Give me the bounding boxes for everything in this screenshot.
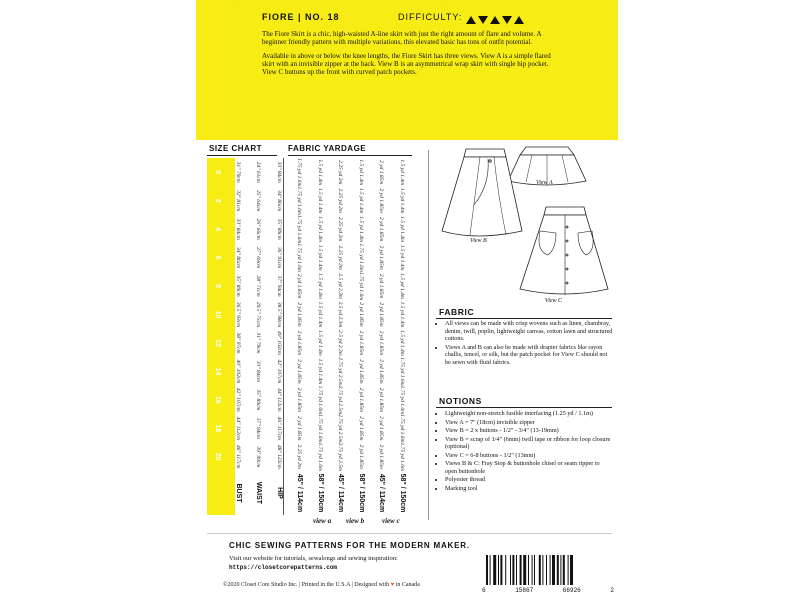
fabric-yardage-rule — [288, 155, 412, 156]
size-label: 20 — [214, 452, 222, 461]
table-cell: 46" 117cm — [275, 416, 282, 441]
notion-item: • View C = 6-8 buttons - 1/2" (13mm) — [445, 452, 613, 460]
pattern-title: FIORE | NO. 18 — [262, 12, 340, 22]
size-label: 10 — [214, 310, 222, 319]
row-header: HIP — [275, 487, 283, 499]
sketch-label-view-b: View B — [470, 238, 487, 244]
table-cell: 2.75 yd 2.5m — [337, 414, 344, 443]
table-cell: 1.5 yd 1.4m — [316, 330, 323, 356]
table-row — [371, 158, 392, 515]
fabric-list — [436, 320, 613, 367]
table-cell: 2 yd 1.85m — [296, 273, 303, 299]
size-label: 14 — [214, 367, 222, 376]
size-label: 0 — [214, 170, 222, 175]
table-cell: 1.75 yd 1.6m — [398, 357, 405, 386]
table-cell: 39" 99cm — [255, 446, 262, 468]
difficulty-triangle-icon — [490, 16, 500, 24]
table-cell: 1.5 yd 1.4m — [398, 330, 405, 356]
intro-paragraph-2: Available in above or below the knee lengths, the Fiore Skirt has three views. View A is a simple flared skirt with an invisible zipper at the back. View B is an asymmetrical wrap skirt with single hip pocket. View C buttons up the front with curved patch pockets. — [262, 51, 551, 77]
table-row — [228, 158, 249, 515]
table-cell: 1.5 yd 1.4m — [398, 216, 405, 242]
table-row — [248, 158, 269, 515]
table-cell: 1.75 yd 1.6m — [357, 243, 364, 272]
size-chart-title: SIZE CHART — [209, 144, 262, 153]
barcode-bar — [552, 555, 555, 585]
skirt-sketches — [436, 145, 612, 305]
copyright-text: ©2020 Closet Core Studio Inc. | Printed in the U.S.A | Designed with — [223, 582, 390, 588]
table-cell: 1.75 yd 1.6m — [296, 186, 303, 215]
difficulty-triangle-icon — [478, 16, 488, 24]
view-c-label: view c — [382, 517, 400, 525]
notion-item: • View A = 7" (18cm) invisible zipper — [445, 419, 613, 427]
barcode-bar — [539, 555, 541, 585]
table-row — [351, 158, 372, 515]
table-cell: 36" 91cm — [275, 247, 282, 269]
difficulty-label: DIFFICULTY: — [398, 12, 463, 22]
notions-list — [436, 410, 613, 493]
table-cell: 1.75 yd 1.6m — [316, 442, 323, 471]
table-cell: 2.75 yd 2.5m — [337, 385, 344, 415]
table-cell: 2 yd 1.85m — [296, 302, 303, 327]
table-cell: 1.5 yd 1.4m — [316, 187, 323, 214]
difficulty-triangle-icon — [514, 16, 524, 24]
table-cell: 2 yd 1.85m — [357, 416, 364, 441]
row-header: 58" / 150cm — [316, 473, 324, 513]
table-cell: 2 yd 1.85m — [378, 359, 385, 384]
table-cell: 2.25 yd 2m — [296, 444, 303, 469]
notions-heading: NOTIONS — [439, 396, 482, 406]
table-cell: 2 yd 1.85m — [378, 188, 385, 213]
barcode-bar — [550, 555, 551, 585]
table-cell: 1.5 yd 1.4m — [316, 358, 323, 385]
size-label: 18 — [214, 424, 222, 433]
barcode-bar — [486, 555, 488, 585]
barcode — [482, 555, 612, 585]
table-cell: 2.5 yd 2.3m — [337, 301, 344, 328]
table-cell: 1.5 yd 1.4m — [316, 244, 323, 271]
table-cell: 40" 102cm — [234, 359, 241, 384]
row-header: BUST — [234, 483, 242, 503]
barcode-bar — [505, 555, 506, 585]
table-cell: 35" 89cm — [275, 218, 282, 240]
footer-headline: CHIC SEWING PATTERNS FOR THE MODERN MAKER. — [229, 541, 470, 550]
table-cell: 25" 64cm — [255, 190, 262, 212]
copyright — [223, 582, 420, 588]
table-cell: 34" 86cm — [234, 247, 241, 269]
table-cell: 1.5 yd 1.4m — [398, 301, 405, 328]
size-label: 6 — [214, 255, 222, 260]
fabric-heading: FABRIC — [439, 307, 475, 317]
barcode-bar — [493, 555, 496, 585]
skirt-view-b-sketch — [442, 149, 522, 236]
size-label: 8 — [214, 284, 222, 288]
table-cell: 2 yd 1.85m — [378, 245, 385, 270]
table-cell: 2 yd 1.85m — [378, 273, 385, 299]
table-cell: 1.75 yd 1.6m — [316, 414, 323, 443]
row-header: 45" / 114cm — [296, 473, 304, 513]
table-cell: 1.5 yd 1.4m — [357, 159, 364, 186]
table-cell: 2 yd 1.85m — [357, 387, 364, 412]
table-cell: 1.75 yd 1.6m — [316, 385, 323, 415]
barcode-bar — [520, 555, 522, 585]
table-cell: 1.5 yd 1.4m — [316, 216, 323, 242]
barcode-digits — [482, 587, 614, 594]
barcode-bar — [534, 555, 535, 585]
table-cell: 26" 66cm — [255, 218, 262, 240]
table-cell: 2 yd 1.85m — [357, 330, 364, 356]
barcode-bar — [568, 555, 569, 585]
table-cell: 46" 117cm — [234, 445, 241, 469]
fabric-item: • All views can be made with crisp wovens such as linen, chambray, denim, twill, poplin, lightweight canvas, cotton lawn and structured cottons. — [445, 320, 613, 343]
barcode-bar — [500, 555, 502, 585]
notion-item: • Polyester thread — [445, 476, 613, 484]
intro — [262, 30, 557, 81]
table-cell: 1.75 yd 1.6m — [398, 385, 405, 415]
table-cell: 2 yd 1.85m — [357, 359, 364, 384]
table-cell: 1.75 yd 1.6m — [296, 214, 303, 244]
table-cell: 33" 84cm — [255, 360, 262, 382]
notions-rule — [436, 407, 612, 408]
size-label: 4 — [214, 227, 222, 232]
barcode-bar — [490, 555, 491, 585]
table-cell: 2 yd 1.85m — [296, 359, 303, 384]
column-divider — [428, 150, 429, 520]
table-cell: 29.5" 75cm — [255, 301, 262, 328]
table-cell: 1.5 yd 1.4m — [398, 244, 405, 271]
row-header: 58" / 150cm — [398, 473, 406, 513]
table-cell: 33" 84cm — [275, 161, 282, 183]
table-cell: 44" 112cm — [275, 388, 282, 412]
table-cell: 1.5 yd 1.4m — [357, 216, 364, 242]
table-row — [289, 158, 310, 515]
skirt-view-c-sketch — [520, 207, 608, 295]
table-cell: 2 yd 1.85m — [378, 302, 385, 327]
barcode-bar — [546, 555, 547, 585]
website-link[interactable]: https://closetcorepatterns.com — [229, 564, 338, 571]
table-cell: 34" 86cm — [275, 190, 282, 212]
table-cell: 1.75 yd 1.6m — [398, 414, 405, 443]
table-row — [310, 158, 331, 515]
row-header: WAIST — [255, 481, 263, 505]
barcode-bar — [512, 555, 514, 585]
table-cell: 31" 79cm — [234, 161, 241, 183]
table-cell: 2.25 yd 2m — [337, 160, 344, 185]
table-cell: 2 yd 1.85m — [378, 387, 385, 412]
size-chart-rule — [207, 155, 277, 156]
table-cell: 2.25 yd 2m — [337, 245, 344, 270]
row-header: 45" / 114cm — [378, 473, 386, 513]
barcode-digit: 6 — [482, 587, 486, 594]
table-cell: 40" 102cm — [275, 331, 282, 355]
table-cell: 38.5" 98cm — [275, 301, 282, 328]
notion-item: • Views B & C: Fray Stop & buttonhole chisel or seam ripper to open buttonhole — [445, 460, 613, 475]
barcode-bar — [516, 555, 517, 585]
barcode-digit: 2 — [610, 587, 614, 594]
copyright-suffix: in Canada — [395, 582, 420, 588]
table-cell: 1.5 yd 1.4m — [398, 159, 405, 186]
barcode-bar — [523, 555, 526, 585]
table-cell: 28" 71cm — [255, 275, 262, 297]
table-cell: 2 yd 1.85m — [296, 387, 303, 412]
table-cell: 48" 122cm — [275, 444, 282, 469]
barcode-bar — [528, 555, 529, 585]
table-cell: 2 yd 1.85m — [378, 216, 385, 242]
table-cell: 2.5 yd 2.3m — [337, 273, 344, 299]
table-cell: 24" 61cm — [255, 161, 262, 183]
table-cell: 1.5 yd 1.4m — [398, 273, 405, 299]
chart-divider — [283, 158, 284, 515]
table-cell: 44" 112cm — [234, 416, 241, 441]
table-cell: 2 yd 1.85m — [296, 330, 303, 356]
table-cell: 27" 69cm — [255, 247, 262, 269]
table-cell: 1.5 yd 1.4m — [316, 301, 323, 328]
table-cell: 2 yd 1.85m — [378, 416, 385, 441]
table-cell: 31" 79cm — [255, 332, 262, 354]
table-cell: 2 yd 1.85m — [296, 416, 303, 441]
table-cell: 1.75 yd 1.6m — [296, 243, 303, 272]
chart-table — [207, 158, 412, 515]
size-yardage-table — [207, 158, 412, 515]
table-cell: 2.25 yd 2m — [337, 188, 344, 213]
barcode-bar — [570, 555, 573, 585]
notion-item: • Marking tool — [445, 485, 613, 493]
table-cell: 1.75 yd 1.6m — [296, 158, 303, 187]
barcode-bar — [560, 555, 561, 585]
size-label: 12 — [214, 339, 222, 347]
fabric-yardage-title: FABRIC YARDAGE — [288, 144, 367, 153]
barcode-bar — [498, 555, 499, 585]
size-label: 2 — [214, 198, 222, 203]
barcode-bar — [532, 555, 533, 585]
table-cell: 1.5 yd 1.4m — [316, 159, 323, 186]
table-cell: 35" 89cm — [255, 389, 262, 411]
table-cell: 42" 107cm — [234, 387, 241, 412]
footer-text: Visit our website for tutorials, sewalongs and sewing inspiration: — [229, 555, 398, 562]
barcode-digit: 66926 — [562, 587, 581, 594]
table-cell: 1.5 yd 1.4m — [357, 187, 364, 214]
fabric-rule — [436, 318, 612, 319]
table-cell: 35" 89cm — [234, 275, 241, 297]
table-cell: 2 yd 1.85m — [378, 330, 385, 356]
barcode-bar — [542, 555, 543, 585]
table-cell: 2 yd 1.85m — [378, 160, 385, 185]
view-a-label: view a — [313, 517, 332, 525]
intro-paragraph-1: The Fiore Skirt is a chic, high-waisted A-line skirt with just the right amount of flare and volume. A beginner friendly pattern with multiple variations, this elevated basic has tons of outfit potential. — [262, 30, 542, 47]
table-cell: 33" 84cm — [234, 218, 241, 240]
table-row — [269, 158, 290, 515]
table-cell: 2.75 yd 2.5m — [337, 357, 344, 386]
table-cell: 2.75 yd 2.5m — [337, 442, 344, 471]
table-cell: 37" 94cm — [255, 417, 262, 439]
table-row — [330, 158, 351, 515]
table-cell: 38" 97cm — [234, 332, 241, 354]
fabric-item: • Views A and B can also be made with drapier fabrics like rayon challis, tencel, or silk, but the patch pocket for View C should not be sewn with fluid fabrics. — [445, 344, 613, 367]
table-row — [207, 158, 228, 515]
difficulty-triangle-icon — [466, 16, 476, 24]
view-b-label: view b — [346, 517, 365, 525]
table-cell: 1.5 yd 1.4m — [316, 273, 323, 299]
table-cell: 2 yd 1.85m — [378, 444, 385, 469]
table-cell: 32" 81cm — [234, 190, 241, 212]
barcode-bar — [557, 555, 559, 585]
sketch-label-view-c: View C — [545, 298, 563, 304]
barcode-bar — [510, 555, 511, 585]
difficulty-rating — [466, 11, 526, 29]
heart-icon: ♥ — [390, 582, 395, 588]
row-header — [207, 471, 228, 515]
table-cell: 2.25 yd 2m — [337, 216, 344, 242]
notion-item: • View B = scrap of 1/4" (6mm) twill tape or ribbon for loop closure (optional) — [445, 436, 613, 451]
row-header: 58" / 150cm — [357, 473, 365, 513]
header-tab — [236, 0, 444, 5]
table-cell: 1.5 yd 1.4m — [398, 187, 405, 214]
table-cell: 36.5" 93cm — [234, 301, 241, 328]
table-cell: 1.75 yd 1.6m — [357, 271, 364, 301]
barcode-bar — [563, 555, 565, 585]
row-header: 45" / 114cm — [337, 473, 345, 513]
table-cell: 37" 94cm — [275, 275, 282, 297]
notion-item: • Lightweight non-stretch fusible interfacing (1.25 yd / 1.1m) — [445, 410, 613, 418]
table-cell: 1.75 yd 1.6m — [398, 442, 405, 471]
difficulty-triangle-icon — [502, 16, 512, 24]
table-cell: 2 yd 1.85m — [357, 444, 364, 469]
table-row — [392, 158, 413, 515]
table-cell: 2.5 yd 2.3m — [337, 330, 344, 356]
sketch-label-view-a: View A — [536, 180, 553, 186]
barcode-digit: 15867 — [515, 587, 534, 594]
size-label: 16 — [214, 395, 222, 404]
notion-item: • View B = 2 x buttons - 1/2" - 3/4" (13-19mm) — [445, 427, 613, 435]
table-cell: 42" 107cm — [275, 359, 282, 384]
table-cell: 2 yd 1.85m — [357, 302, 364, 327]
